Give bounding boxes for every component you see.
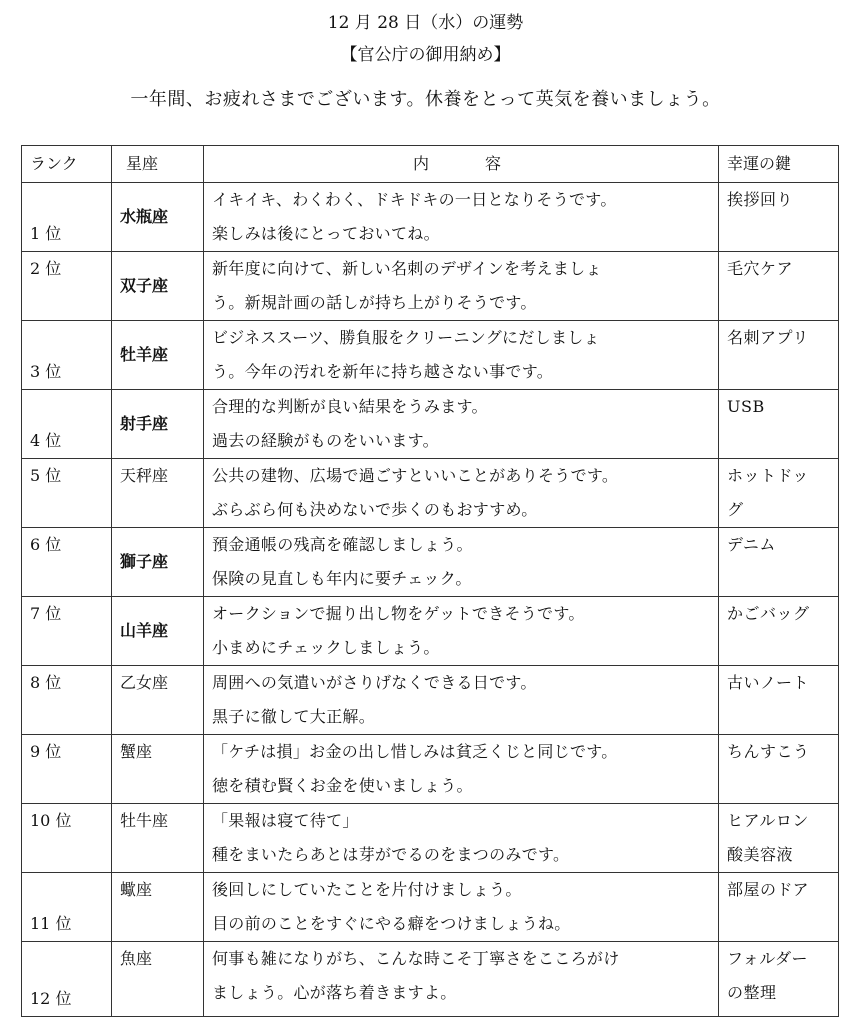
rank-cell bbox=[22, 321, 112, 390]
zodiac-sign: 射手座 bbox=[112, 390, 204, 459]
lucky-key-text: グ bbox=[727, 500, 744, 519]
lucky-key-text: ちんすこう bbox=[727, 742, 810, 761]
fortune-content bbox=[204, 735, 719, 804]
zodiac-sign: 蟹座 bbox=[112, 735, 204, 804]
fortune-text-line: 何事も雑になりがち、こんな時こそ丁寧さをこころがけ bbox=[212, 949, 620, 968]
lucky-key-text: ホットドッ bbox=[727, 466, 809, 485]
lucky-key-text: かごバッグ bbox=[727, 604, 810, 623]
table-row bbox=[22, 666, 839, 735]
rank-cell bbox=[22, 183, 112, 252]
lucky-key bbox=[719, 873, 839, 942]
fortune-text-line: ましょう。心が落ち着きますよ。 bbox=[212, 983, 457, 1002]
rank-label: 9 位 bbox=[30, 742, 62, 761]
lucky-key-text: USB bbox=[727, 397, 765, 416]
fortune-text-line: 種をまいたらあとは芽がでるのをまつのみです。 bbox=[212, 845, 570, 864]
fortune-text-line: 預金通帳の残高を確認しましょう。 bbox=[212, 535, 473, 554]
rank-label: 2 位 bbox=[30, 259, 62, 278]
fortune-text-line: 過去の経験がものをいいます。 bbox=[212, 431, 439, 450]
lucky-key-text: 部屋のドア bbox=[727, 880, 810, 899]
fortune-content bbox=[204, 528, 719, 597]
lucky-key-text: 名刺アプリ bbox=[727, 328, 809, 347]
fortune-text-line: 楽しみは後にとっておいてね。 bbox=[212, 224, 440, 243]
lead-message: 一年間、お疲れさまでございます。休養をとって英気を養いましょう。 bbox=[130, 89, 721, 110]
zodiac-sign: 蠍座 bbox=[112, 873, 204, 942]
lucky-key bbox=[719, 252, 839, 321]
fortune-text-line: ぶらぶら何も決めないで歩くのもおすすめ。 bbox=[212, 500, 538, 519]
fortune-content bbox=[204, 183, 719, 252]
fortune-table-body bbox=[22, 183, 839, 1017]
fortune-content bbox=[204, 252, 719, 321]
rank-label: 4 位 bbox=[30, 431, 62, 450]
fortune-content bbox=[204, 804, 719, 873]
fortune-content bbox=[204, 942, 719, 1017]
table-row bbox=[22, 528, 839, 597]
lucky-key bbox=[719, 459, 839, 528]
table-row bbox=[22, 390, 839, 459]
table-row bbox=[22, 597, 839, 666]
lucky-key-text: デニム bbox=[727, 535, 776, 554]
fortune-text-line: 合理的な判断が良い結果をうみます。 bbox=[212, 397, 488, 416]
zodiac-sign: 乙女座 bbox=[112, 666, 204, 735]
rank-label: 7 位 bbox=[30, 604, 62, 623]
rank-cell bbox=[22, 942, 112, 1017]
table-row bbox=[22, 873, 839, 942]
fortune-text-line: 周囲への気遣いがさりげなくできる日です。 bbox=[212, 673, 537, 692]
lucky-key bbox=[719, 321, 839, 390]
table-row bbox=[22, 942, 839, 1017]
fortune-text-line: 新年度に向けて、新しい名刺のデザインを考えましょ bbox=[212, 259, 602, 278]
zodiac-sign: 牡牛座 bbox=[112, 804, 204, 873]
fortune-content bbox=[204, 873, 719, 942]
rank-cell bbox=[22, 804, 112, 873]
fortune-text-line: イキイキ、わくわく、ドキドキの一日となりそうです。 bbox=[212, 190, 617, 209]
table-row bbox=[22, 459, 839, 528]
rank-label: 3 位 bbox=[30, 362, 62, 381]
fortune-content bbox=[204, 321, 719, 390]
rank-label: 6 位 bbox=[30, 535, 62, 554]
lucky-key bbox=[719, 942, 839, 1017]
fortune-text-line: 目の前のことをすぐにやる癖をつけましょうね。 bbox=[212, 914, 571, 933]
lucky-key-text: 酸美容液 bbox=[727, 845, 794, 864]
table-row bbox=[22, 804, 839, 873]
table-row bbox=[22, 183, 839, 252]
table-row bbox=[22, 735, 839, 804]
fortune-table bbox=[21, 145, 839, 1017]
rank-label: 8 位 bbox=[30, 673, 62, 692]
column-header-rank: ランク bbox=[22, 146, 112, 183]
lucky-key-text: フォルダー bbox=[727, 949, 809, 968]
zodiac-sign: 山羊座 bbox=[112, 597, 204, 666]
rank-cell bbox=[22, 597, 112, 666]
lucky-key bbox=[719, 666, 839, 735]
rank-cell bbox=[22, 666, 112, 735]
fortune-text-line: う。今年の汚れを新年に持ち越さない事です。 bbox=[212, 362, 554, 381]
lucky-key bbox=[719, 735, 839, 804]
column-header-lucky-key: 幸運の鍵 bbox=[719, 146, 839, 183]
lucky-key-text: 毛穴ケア bbox=[727, 259, 794, 278]
zodiac-sign: 牡羊座 bbox=[112, 321, 204, 390]
fortune-text-line: 後回しにしていたことを片付けましょう。 bbox=[212, 880, 522, 899]
fortune-content bbox=[204, 390, 719, 459]
rank-cell bbox=[22, 252, 112, 321]
lucky-key-text: 古いノート bbox=[727, 673, 810, 692]
lucky-key-text: 挨拶回り bbox=[727, 190, 794, 209]
fortune-text-line: ビジネススーツ、勝負服をクリーニングにだしましょ bbox=[212, 328, 600, 347]
rank-label: 11 位 bbox=[30, 914, 72, 933]
fortune-text-line: 徳を積む賢くお金を使いましょう。 bbox=[212, 776, 473, 795]
rank-label: 1 位 bbox=[30, 224, 62, 243]
zodiac-sign: 天秤座 bbox=[112, 459, 204, 528]
fortune-text-line: 「果報は寝て待て」 bbox=[212, 811, 359, 830]
fortune-content bbox=[204, 666, 719, 735]
rank-cell bbox=[22, 528, 112, 597]
fortune-text-line: 「ケチは損」お金の出し惜しみは貧乏くじと同じです。 bbox=[212, 742, 618, 761]
lucky-key bbox=[719, 804, 839, 873]
lucky-key bbox=[719, 183, 839, 252]
rank-label: 10 位 bbox=[30, 811, 72, 830]
column-header-content: 内 容 bbox=[204, 146, 719, 183]
zodiac-sign: 双子座 bbox=[112, 252, 204, 321]
fortune-content bbox=[204, 597, 719, 666]
lucky-key bbox=[719, 528, 839, 597]
zodiac-sign: 獅子座 bbox=[112, 528, 204, 597]
fortune-text-line: 保険の見直しも年内に要チェック。 bbox=[212, 569, 472, 588]
column-header-sign: 星座 bbox=[112, 146, 204, 183]
fortune-content bbox=[204, 459, 719, 528]
table-header-row bbox=[22, 146, 839, 183]
rank-cell bbox=[22, 390, 112, 459]
lucky-key bbox=[719, 390, 839, 459]
rank-cell bbox=[22, 735, 112, 804]
fortune-text-line: 公共の建物、広場で過ごすといいことがありそうです。 bbox=[212, 466, 619, 485]
rank-cell bbox=[22, 873, 112, 942]
event-title: 【官公庁の御用納め】 bbox=[340, 45, 511, 65]
fortune-text-line: オークションで掘り出し物をゲットできそうです。 bbox=[212, 604, 585, 623]
rank-label: 5 位 bbox=[30, 466, 62, 485]
rank-cell bbox=[22, 459, 112, 528]
fortune-text-line: 小まめにチェックしましょう。 bbox=[212, 638, 440, 657]
table-row bbox=[22, 321, 839, 390]
lucky-key-text: の整理 bbox=[727, 983, 777, 1002]
lucky-key bbox=[719, 597, 839, 666]
table-row bbox=[22, 252, 839, 321]
fortune-text-line: う。新規計画の話しが持ち上がりそうです。 bbox=[212, 293, 537, 312]
page-date-title: 12 月 28 日（水）の運勢 bbox=[327, 13, 524, 33]
zodiac-sign: 水瓶座 bbox=[112, 183, 204, 252]
fortune-text-line: 黒子に徹して大正解。 bbox=[212, 707, 376, 726]
lucky-key-text: ヒアルロン bbox=[727, 811, 809, 830]
zodiac-sign: 魚座 bbox=[112, 942, 204, 1017]
rank-label: 12 位 bbox=[30, 989, 72, 1008]
